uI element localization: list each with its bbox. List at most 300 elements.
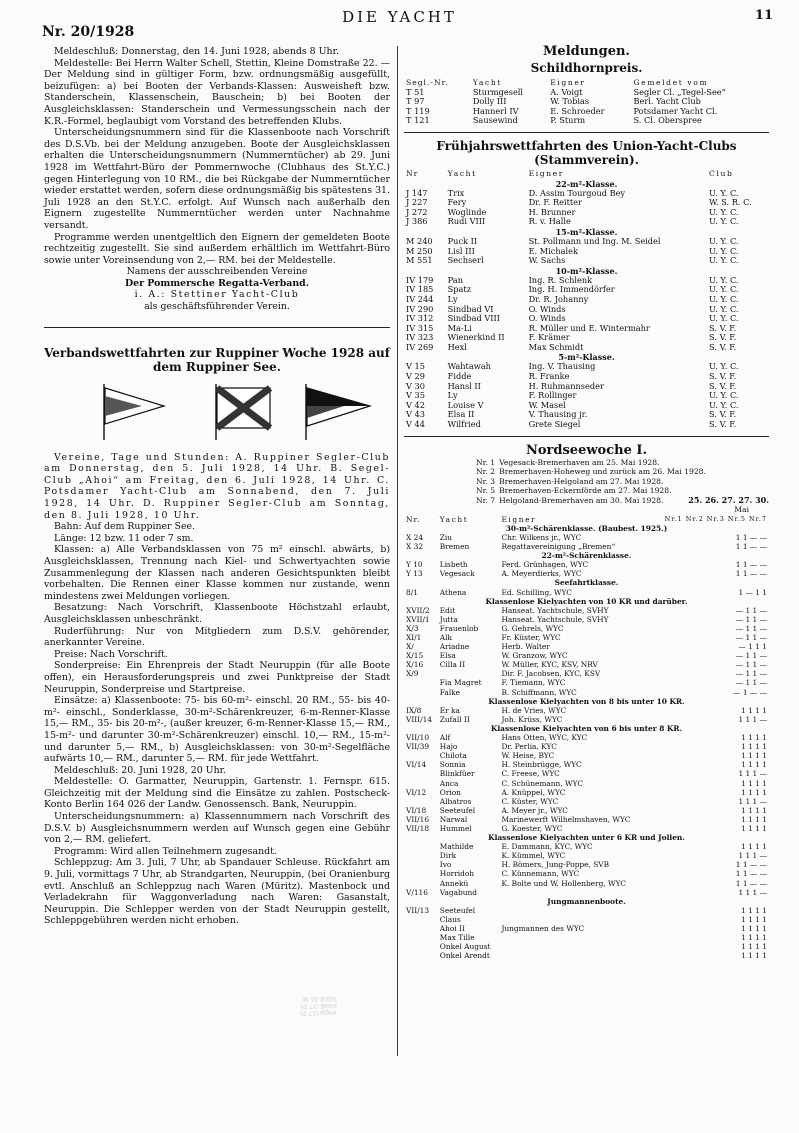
flags-illustration bbox=[44, 382, 390, 442]
table-cell bbox=[404, 797, 438, 806]
table-cell: 1 1 1 1 bbox=[741, 951, 767, 961]
section-title: Meldungen. bbox=[543, 44, 630, 59]
table-cell: Potsdamer Yacht Cl. bbox=[633, 105, 718, 116]
table-cell: — 1 1 — bbox=[735, 623, 767, 633]
race-cell: Nr. 3 bbox=[476, 476, 496, 486]
table-cell: S. V. F. bbox=[709, 341, 737, 352]
table-cell: Ing. H. Immendörfer bbox=[528, 284, 615, 295]
table-cell: IV 185 bbox=[406, 284, 434, 295]
table-row bbox=[404, 788, 769, 797]
paragraph: Meldeschluß: Donnerstag, den 14. Juni 1928, abends 8 Uhr. bbox=[54, 46, 339, 57]
table-cell: U. Y. C. bbox=[709, 255, 739, 266]
table-row bbox=[404, 542, 769, 551]
table-cell: IV 244 bbox=[406, 293, 434, 304]
issue-number: Nr. 20/1928 bbox=[42, 24, 135, 40]
table-cell: VII/16 bbox=[406, 814, 430, 824]
table-cell: Albatros bbox=[439, 796, 472, 806]
month-label: Mai bbox=[734, 505, 749, 515]
table-cell: Dirk bbox=[439, 851, 457, 861]
col-header: Club bbox=[709, 168, 734, 178]
table-cell: 1 1 1 1 bbox=[741, 705, 767, 715]
paragraph: Meldestelle: Bei Herrn Walter Schell, Stettin, Kleine Domstraße 22. — Der Meldung sind in gültiger Form, bzw. ordnungsmäßig ausgefüllt, beizufügen: a) bei Booten der Verbands-Klassen: Ausweisheft bzw. Standerschein, Klassenschein, Bauschein; b) bei Booten der Ausgleichsklassen: Standerschein und Vermessungsschein nach der K.R.-Formel, beglaubigt vom Vorstand des betreffenden Klubs. bbox=[44, 57, 390, 127]
paragraph: Unterscheidungsnummern sind für die Klassenboote nach Vorschrift des D.S.Vb. bei der Meldung anzugeben. Boote der Ausgleichsklassen erhalten die Unterscheidungsnummern (Nummerntücher) ab 29. Juni 1928 im Wettfahrt-Büro der Pommernwoche (Clubhaus des St.Y.C.) gegen Hinterlegung von 10 RM., die bei Rückgabe der Nummerntücher wieder erstattet werden, sofern diese ordnungsmäßig bis spätestens 31. Juli 1928 an den St.Y.C. erfolgt. Auf Wunsch nach außerhalb den Eignern zugestellte Nummerntücher werden unter Nachnahme versandt. bbox=[44, 127, 390, 231]
table-cell: 1 1 1 — bbox=[738, 851, 767, 861]
signature-line: Namens der ausschreibenden Vereine bbox=[126, 266, 308, 278]
table-row bbox=[404, 678, 769, 687]
table-cell: 1 1 1 — bbox=[738, 796, 767, 806]
table-cell: D. Assim Tourgoud Bey bbox=[528, 187, 626, 198]
table-row bbox=[404, 842, 769, 851]
table-cell bbox=[499, 888, 649, 897]
paragraph: Programm: Wird allen Teilnehmern zugesandt. bbox=[54, 845, 277, 857]
table-row bbox=[404, 951, 769, 960]
table-cell: Ing. R. Schlenk bbox=[528, 274, 593, 285]
table-row bbox=[404, 715, 769, 724]
table-cell: Ma-Li bbox=[447, 322, 472, 333]
table-cell: Jungmannen des WYC bbox=[501, 924, 585, 933]
race-cell: Nr. 5 bbox=[476, 486, 496, 496]
table-cell: IV 312 bbox=[406, 313, 434, 324]
table-cell: 1 1 1 1 bbox=[741, 760, 767, 770]
table-cell: Mathilde bbox=[439, 842, 474, 852]
table-cell: C. Freese, WYC bbox=[501, 769, 560, 779]
table-cell: U. Y. C. bbox=[709, 390, 739, 401]
table-cell: X/9 bbox=[406, 669, 419, 679]
table-cell: 1 1 1 1 bbox=[741, 933, 767, 943]
class-heading: Klassenlose Kielyachten von 6 bis unter 8 KR. bbox=[490, 723, 683, 733]
table-cell: Louise V bbox=[447, 399, 484, 410]
paragraph: Unterscheidungsnummern: a) Klassennummern nach Vorschrift des D.S.V. b) Ausgleichsnummern werden auf Wunsch gegen eine Gebühr von 2,— RM. geliefert. bbox=[44, 811, 390, 846]
table-cell: Claus bbox=[439, 914, 461, 924]
table-cell: U. Y. C. bbox=[709, 303, 739, 314]
signature-line: als geschäftsführender Verein. bbox=[144, 301, 290, 313]
right-column bbox=[404, 44, 769, 960]
table-cell: X/15 bbox=[406, 651, 424, 661]
table-cell: 1 1 1 1 bbox=[741, 805, 767, 815]
table-cell: U. Y. C. bbox=[709, 284, 739, 295]
table-row bbox=[404, 751, 769, 760]
table-cell: E. Dammann, KYC, WYC bbox=[501, 842, 593, 852]
table-cell: Hans Otten, WYC, KYC bbox=[501, 733, 588, 743]
col-header: Gemeldet vom bbox=[633, 78, 709, 87]
table-cell: IV 323 bbox=[406, 332, 434, 343]
table-cell: Pan bbox=[447, 274, 463, 285]
race-cell: Bremerhaven-Eckernförde am 27. Mai 1928. bbox=[499, 486, 672, 496]
table-cell: F. Krämer bbox=[528, 332, 570, 343]
table-header bbox=[404, 169, 769, 179]
table-cell: Wahtawah bbox=[447, 361, 491, 372]
race-row bbox=[474, 467, 708, 477]
table-cell: Horridoh bbox=[439, 869, 475, 879]
table-cell: 1 1 1 1 bbox=[741, 814, 767, 824]
race-cell: Bremerhaven-Hoheweg und zurück am 26. Mai 1928. bbox=[499, 467, 706, 477]
table-cell: K. Kümmel, WYC bbox=[501, 851, 566, 861]
table-cell: X/ bbox=[406, 642, 414, 652]
table-cell: 1 1 — — bbox=[735, 542, 767, 552]
nordsee-table bbox=[404, 515, 769, 961]
table-cell: VII/18 bbox=[406, 823, 430, 833]
table-cell bbox=[438, 669, 500, 678]
table-cell: U. Y. C. bbox=[709, 235, 739, 246]
table-cell: VII/13 bbox=[406, 905, 430, 915]
table-cell: Er ka bbox=[439, 705, 460, 715]
table-cell: — 1 1 — bbox=[735, 678, 767, 688]
table-cell: G. Gehrels, WYC bbox=[501, 623, 564, 633]
table-cell: Sturmgesell bbox=[472, 86, 524, 97]
table-cell: E. Michalek bbox=[528, 245, 578, 256]
paragraph: Sonderpreise: Ein Ehrenpreis der Stadt Neuruppin (für alle Boote offen), ein Herausforderungspreis und zwei Punktpreise der Stadt Neuruppin, Sonderpreise und Startpreise. bbox=[44, 660, 390, 695]
signature-line: i. A.: Stettiner Yacht-Club bbox=[134, 289, 300, 301]
class-row bbox=[404, 833, 769, 842]
class-row bbox=[404, 697, 769, 706]
class-row bbox=[404, 578, 769, 587]
table-cell: U. Y. C. bbox=[709, 361, 739, 372]
table-row bbox=[404, 420, 769, 430]
table-cell: — 1 1 — bbox=[735, 651, 767, 661]
class-heading: 15-m²-Klasse. bbox=[555, 226, 618, 237]
table-cell: Max Schmidt bbox=[528, 341, 584, 352]
table-cell: 8/1 bbox=[406, 587, 418, 597]
table-cell: U. Y. C. bbox=[709, 313, 739, 324]
table-cell: X/3 bbox=[406, 623, 419, 633]
class-heading: Klassenlose Kielyachten unter 6 KR und Jollen. bbox=[488, 833, 685, 843]
table-cell: H. Steinbrügge, WYC bbox=[501, 760, 582, 770]
table-cell: Athena bbox=[439, 587, 467, 597]
table-cell: R. Franke bbox=[528, 371, 570, 382]
table-cell: W. Tobias bbox=[550, 96, 590, 107]
table-row bbox=[404, 733, 769, 742]
class-heading: 10-m²-Klasse. bbox=[555, 265, 618, 276]
table-cell: G. Koester, WYC bbox=[501, 823, 563, 833]
table-cell: Sausewind bbox=[472, 115, 518, 126]
class-heading: 5-m²-Klasse. bbox=[558, 352, 615, 363]
table-cell: A. Voigt bbox=[550, 86, 583, 97]
signature-line: Der Pommersche Regatta-Verband. bbox=[124, 277, 310, 289]
table-cell: Chr. Wilkens jr., WYC bbox=[501, 532, 582, 542]
table-row bbox=[404, 688, 769, 697]
table-cell: U. Y. C. bbox=[709, 216, 739, 227]
table-cell: U. Y. C. bbox=[709, 274, 739, 285]
table-cell: Chilota bbox=[439, 751, 467, 761]
col-header: Nr.1 Nr.2 Nr.3 Nr.5 Nr.7 bbox=[664, 514, 767, 523]
table-cell: Orion bbox=[439, 787, 461, 797]
table-cell: 1 1 1 1 bbox=[741, 778, 767, 788]
table-cell: S. V. F. bbox=[709, 380, 737, 391]
table-cell: Ivo bbox=[439, 860, 452, 870]
col-header: Nr. bbox=[406, 514, 421, 524]
paragraph: Klassen: a) Alle Verbandsklassen von 75 m² einschl. abwärts, b) Ausgleichsklassen, Trennung nach Kiel- und Schwertyachten sowie Zusammenlegung der Klassen nach anderen Gesichtspunkten bleibt vorbehalten. Die Rennen einer Klasse kommen nur zustande, wenn mindestens zwei Meldungen vorliegen. bbox=[44, 544, 390, 602]
magazine-title: DIE YACHT bbox=[342, 8, 457, 26]
table-row bbox=[404, 116, 769, 126]
table-cell: Annekü bbox=[439, 878, 469, 888]
table-cell bbox=[404, 860, 438, 869]
table-row bbox=[404, 906, 769, 915]
table-cell: Fia Magret bbox=[439, 678, 482, 688]
class-heading: Seefahrtklasse. bbox=[554, 578, 619, 588]
table-cell: Dr. R. Johanny bbox=[528, 293, 589, 304]
table-cell: 1 1 1 1 bbox=[741, 733, 767, 743]
table-row bbox=[404, 633, 769, 642]
table-cell: Dr. Perlia, KYC bbox=[501, 742, 557, 752]
table-cell bbox=[404, 751, 438, 760]
table-cell: Ahoi II bbox=[439, 924, 465, 933]
col-header: Yacht bbox=[447, 168, 477, 178]
table-cell: Spatz bbox=[447, 284, 472, 295]
class-heading: Jungmannenboote. bbox=[547, 896, 626, 906]
paragraph: Vereine, Tage und Stunden: A. Ruppiner Segler-Club am Donnerstag, den 5. Juli 1928, 14 Uhr. B. Segel-Club „Ahoi“ am Freitag, den 6. Juli 1928, 14 Uhr. C. Potsdamer Yacht-Club am Sonnabend, den 7. Juli 1928, 14 Uhr. D. Ruppiner Segler-Club am Sonntag, den 8. Juli 1928, 10 Uhr. bbox=[44, 451, 390, 521]
divider bbox=[404, 132, 769, 133]
table-cell: T 97 bbox=[406, 96, 425, 107]
table-cell: O. Winds bbox=[528, 313, 566, 324]
table-cell: T 119 bbox=[406, 105, 430, 116]
table-cell: Hanseat. Yachtschule, SVHY bbox=[501, 614, 609, 624]
table-cell: Elsa II bbox=[447, 409, 475, 420]
table-row bbox=[404, 779, 769, 788]
table-cell: Hansl II bbox=[447, 380, 481, 391]
table-row bbox=[404, 533, 769, 542]
table-cell: Vegesack bbox=[439, 569, 475, 579]
table-cell: U. Y. C. bbox=[709, 293, 739, 304]
table-cell: F. Tiemann, WYC bbox=[501, 678, 566, 688]
column-divider bbox=[397, 46, 398, 1056]
table-cell: S. V. F. bbox=[709, 409, 737, 420]
table-cell: Marinewerft Wilhelmshaven, WYC bbox=[501, 814, 631, 824]
table-cell: — 1 1 1 bbox=[738, 642, 767, 652]
table-cell: W. Müller, KYC, KSV, NRV bbox=[501, 660, 598, 670]
table-cell: VIII/14 bbox=[406, 714, 432, 724]
table-cell: VII/10 bbox=[406, 733, 430, 743]
table-cell: St. Pollmann und Ing. M. Seidel bbox=[528, 235, 661, 246]
table-cell: — 1 1 — bbox=[735, 633, 767, 642]
table-cell: Falke bbox=[439, 687, 461, 697]
table-cell: — 1 — — bbox=[733, 687, 767, 697]
table-cell: F. Rollinger bbox=[528, 390, 577, 401]
race-cell: Nr. 7 bbox=[476, 496, 496, 505]
table-cell: X/16 bbox=[406, 660, 424, 670]
table-cell: W. Sachs bbox=[528, 255, 566, 266]
table-cell bbox=[404, 869, 438, 878]
table-cell: C. Künnemann, WYC bbox=[501, 869, 580, 879]
table-cell: 1 1 — — bbox=[735, 860, 767, 870]
table-cell: Ariadne bbox=[439, 642, 470, 652]
table-row bbox=[404, 815, 769, 824]
table-row bbox=[404, 669, 769, 678]
paragraph: Schleppzug: Am 3. Juli, 7 Uhr, ab Spandauer Schleuse. Rückfahrt am 9. Juli, vormittags 7 Uhr, ab Strandgarten, Neuruppin, (bei Oranienburg evtl. Anschluß an Schleppzug nach Waren (Müritz). Mastenbock und Verladekrahn für Waggonverladung nach Waren: Gasanstalt, Neuruppin. Die Schlepper werden von der Stadt Neuruppin gestellt, Schleppgebühren werden nicht erhoben. bbox=[44, 857, 390, 927]
burgee-flags bbox=[44, 382, 390, 442]
table-cell: — 1 1 — bbox=[735, 669, 767, 679]
table-row bbox=[404, 860, 769, 869]
table-cell: 1 1 — — bbox=[735, 532, 767, 542]
table-cell: Hanseat. Yachtschule, SVHY bbox=[501, 605, 609, 615]
table-cell: J 386 bbox=[406, 216, 428, 227]
table-cell: IV 290 bbox=[406, 303, 434, 314]
table-cell: H. Bömers, Jung-Poppe, SVB bbox=[501, 860, 610, 870]
table-row bbox=[404, 624, 769, 633]
table-cell: M 250 bbox=[406, 245, 433, 256]
race-dates: 25. 26. 27. 27. 30. bbox=[688, 494, 769, 505]
table-row bbox=[404, 706, 769, 715]
table-cell: Y 13 bbox=[406, 569, 423, 579]
bleed-through-text: wupp (17 P) nwsd (17 P) Sdrid A1 W bbox=[300, 995, 337, 1016]
table-cell: 1 1 1 1 bbox=[741, 787, 767, 797]
table-cell: Hummel bbox=[439, 823, 472, 833]
paragraph: Ruderführung: Nur von Mitgliedern zum D.S.V. gehörender, anerkannter Vereine. bbox=[44, 625, 390, 649]
table-row bbox=[404, 824, 769, 833]
table-row bbox=[404, 256, 769, 266]
divider bbox=[44, 327, 390, 328]
table-cell: X 24 bbox=[406, 532, 424, 542]
table-cell: S. V. F. bbox=[709, 322, 737, 333]
table-cell: Ing. V. Thausing bbox=[528, 361, 596, 372]
table-cell: 1 1 1 1 bbox=[741, 742, 767, 752]
table-cell: 1 1 1 — bbox=[738, 887, 767, 897]
flag-quartered bbox=[306, 384, 370, 440]
table-cell bbox=[499, 933, 649, 942]
table-cell: Y 10 bbox=[406, 560, 423, 570]
ucy-table bbox=[404, 169, 769, 430]
left-column bbox=[44, 46, 390, 927]
table-cell: Ziu bbox=[439, 532, 453, 542]
table-row bbox=[404, 869, 769, 878]
table-cell: W. Granzow, WYC bbox=[501, 651, 568, 661]
table-cell: Alk bbox=[439, 633, 452, 642]
table-row bbox=[404, 606, 769, 615]
class-row bbox=[404, 897, 769, 906]
table-cell: VI/14 bbox=[406, 760, 427, 770]
table-cell: H. de Vries, WYC bbox=[501, 705, 567, 715]
table-cell: M 551 bbox=[406, 255, 433, 266]
class-heading: 22-m²-Klasse. bbox=[555, 178, 618, 189]
race-cell: Nr. 2 bbox=[476, 467, 496, 477]
paragraph: Meldestelle: O. Garmatter, Neuruppin, Gartenstr. 1. Fernspr. 615. Gleichzeitig mit der Meldung sind die Einsätze zu zahlen. Postscheck-Konto Berlin 164 026 der Landw. Genossensch. Bank, Neuruppin. bbox=[44, 776, 390, 811]
table-cell: Cilla II bbox=[439, 660, 466, 670]
table-row bbox=[404, 343, 769, 353]
table-cell: 1 1 1 1 bbox=[741, 914, 767, 924]
table-cell: 1 1 1 1 bbox=[741, 823, 767, 833]
table-cell: Edit bbox=[439, 605, 456, 615]
table-cell: U. Y. C. bbox=[709, 245, 739, 256]
table-cell: Frauenlob bbox=[439, 623, 479, 633]
table-row bbox=[404, 615, 769, 624]
table-cell: IV 315 bbox=[406, 322, 434, 333]
table-cell: IX/8 bbox=[406, 705, 422, 715]
race-row bbox=[474, 458, 708, 468]
ucy-rows bbox=[404, 179, 769, 430]
paragraph: Programme werden unentgeltlich den Eignern der gemeldeten Boote rechtzeitig zugestellt. Sie sind außerdem erhältlich im Wettfahrt-Büro sowie unter Voreinsendung von 2,— RM. bei der Meldestelle. bbox=[44, 231, 390, 266]
table-cell: XVII/2 bbox=[406, 605, 430, 615]
table-cell: Sonnia bbox=[439, 760, 466, 770]
table-cell: V 30 bbox=[406, 380, 425, 391]
table-header bbox=[404, 515, 769, 524]
schildhorn-table bbox=[404, 78, 769, 126]
table-cell: Max Tille bbox=[439, 933, 475, 943]
table-cell: Elsa bbox=[439, 651, 456, 661]
table-cell: T 51 bbox=[406, 86, 425, 97]
table-cell: IV 269 bbox=[406, 341, 434, 352]
race-row bbox=[474, 477, 708, 487]
table-cell: T 121 bbox=[406, 115, 430, 126]
table-cell: Seeteufel bbox=[439, 905, 476, 915]
table-cell: Hexl bbox=[447, 341, 467, 352]
table-cell: Trix bbox=[447, 187, 465, 198]
table-cell: Jutta bbox=[439, 614, 458, 624]
table-cell bbox=[404, 915, 438, 924]
paragraph: Bahn: Auf dem Ruppiner See. bbox=[54, 521, 196, 533]
table-cell: J 227 bbox=[406, 197, 428, 208]
table-cell: Fr. Küster, WYC bbox=[501, 633, 561, 642]
table-cell bbox=[404, 851, 438, 860]
race-cell: Vegesack-Bremerhaven am 25. Mai 1928. bbox=[499, 457, 660, 467]
table-cell: Hannerl IV bbox=[472, 105, 519, 116]
table-cell: Berl. Yacht Club bbox=[633, 96, 701, 107]
table-cell: XVII/1 bbox=[406, 614, 430, 624]
table-cell: M 240 bbox=[406, 235, 433, 246]
table-row bbox=[404, 107, 769, 117]
table-cell: V/116 bbox=[406, 887, 428, 897]
table-cell: A. Knüppel, WYC bbox=[501, 787, 566, 797]
col-header: Yacht bbox=[439, 514, 469, 524]
section-heading: Frühjahrswettfahrten des Union-Yacht-Clubs (Stammverein). bbox=[436, 138, 737, 167]
table-cell: IV 179 bbox=[406, 274, 434, 285]
table-cell: Anca bbox=[439, 778, 459, 788]
race-cell: Bremerhaven-Helgoland am 27. Mai 1928. bbox=[499, 476, 664, 486]
table-cell: Seeteufel bbox=[439, 805, 476, 815]
table-cell: S. V. F. bbox=[709, 332, 737, 343]
table-row bbox=[404, 651, 769, 660]
table-cell bbox=[404, 769, 438, 778]
table-cell: V. Thausing jr. bbox=[528, 409, 588, 420]
flag-saltire bbox=[216, 384, 270, 440]
class-row bbox=[404, 524, 769, 533]
table-cell: V 29 bbox=[406, 371, 425, 382]
table-cell bbox=[499, 942, 649, 951]
table-cell: Onkel August bbox=[439, 942, 491, 952]
table-cell: K. Bolte und W. Hollenberg, WYC bbox=[501, 878, 627, 888]
table-cell: Dr. F. Reitter bbox=[528, 197, 582, 208]
table-cell: Wilfried bbox=[447, 419, 481, 430]
col-header: Eigner bbox=[550, 78, 586, 87]
table-cell: — 1 1 — bbox=[735, 605, 767, 615]
table-cell: 1 1 — — bbox=[735, 869, 767, 879]
class-heading: Klassenlose Kielyachten von 8 bis unter 10 KR. bbox=[488, 696, 685, 706]
table-cell: E. Schroeder bbox=[550, 105, 605, 116]
table-cell: S. V. F. bbox=[709, 419, 737, 430]
col-header: Eigner bbox=[501, 514, 537, 524]
divider bbox=[404, 436, 769, 437]
table-cell: Dir. F. Jacobsen, KYC, KSV bbox=[501, 669, 601, 679]
paragraph: Meldeschluß: 20. Juni 1928, 20 Uhr. bbox=[54, 764, 227, 776]
table-cell: Lisbeth bbox=[439, 560, 468, 570]
class-heading: Klassenlose Kielyachten von 10 KR und darüber. bbox=[485, 596, 688, 606]
class-row bbox=[404, 724, 769, 733]
table-cell: A. Meyerdierks, WYC bbox=[501, 569, 582, 579]
class-heading: 30-m²-Schärenklasse. (Baubest. 1925.) bbox=[505, 523, 668, 533]
table-cell bbox=[404, 924, 438, 933]
table-row bbox=[404, 851, 769, 860]
table-cell: Dolly III bbox=[472, 96, 507, 107]
table-cell: 1 1 1 — bbox=[738, 714, 767, 724]
table-cell: Ferd. Grünhagen, WYC bbox=[501, 560, 589, 570]
table-cell: XI/1 bbox=[406, 633, 422, 642]
table-cell bbox=[499, 951, 649, 960]
table-cell: Puck II bbox=[447, 235, 478, 246]
table-cell: Sindbad VIII bbox=[447, 313, 500, 324]
flag-pennant bbox=[104, 384, 164, 440]
table-row bbox=[404, 742, 769, 751]
table-cell: Ed. Schilling, WYC bbox=[501, 587, 572, 597]
table-cell: Blinkfüer bbox=[439, 769, 475, 779]
table-cell: V 43 bbox=[406, 409, 425, 420]
